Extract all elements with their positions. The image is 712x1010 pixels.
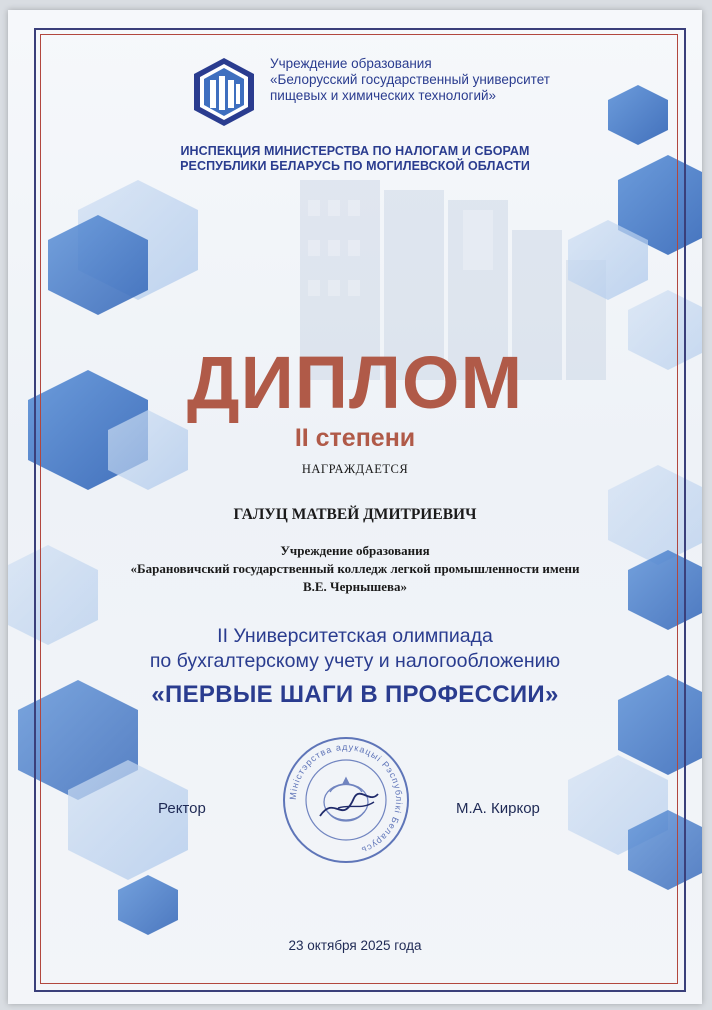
svg-text:Міністэрства адукацыі Рэспублі: Міністэрства адукацыі Рэспублікі Беларусь: [287, 741, 405, 856]
diploma-title: ДИПЛОМ: [186, 341, 524, 424]
university-line: «Белорусский государственный университет: [270, 72, 550, 87]
college-line: Учреждение образования: [280, 543, 430, 558]
university-name: [270, 56, 650, 104]
building-logo-icon: [188, 56, 260, 128]
college-name: [48, 542, 662, 596]
olympiad-title: [8, 624, 702, 674]
college-line: В.Е. Чернышева»: [302, 579, 408, 594]
state-seal-icon: [280, 734, 412, 866]
university-line: Учреждение образования: [270, 56, 432, 71]
awarded-label: НАГРАЖДАЕТСЯ: [301, 462, 409, 476]
recipient-name: ГАЛУЦ МАТВЕЙ ДМИТРИЕВИЧ: [233, 506, 477, 523]
rector-label: Ректор: [158, 800, 206, 817]
college-line: «Барановичский государственный колледж легкой промышленности имени: [130, 561, 580, 576]
issue-date: 23 октября 2025 года: [288, 938, 422, 953]
degree-label: II степени: [294, 424, 416, 452]
olympiad-line: II Университетская олимпиада: [217, 625, 493, 647]
olympiad-line: по бухгалтерскому учету и налогообложению: [149, 650, 561, 672]
tax-inspection-name: [8, 144, 702, 174]
diploma-sheet: [8, 10, 702, 1004]
inspection-line: ИНСПЕКЦИЯ МИНИСТЕРСТВА ПО НАЛОГАМ И СБОРАМ: [180, 144, 530, 158]
olympiad-slogan: «ПЕРВЫЕ ШАГИ В ПРОФЕССИИ»: [151, 681, 559, 708]
university-line: пищевых и химических технологий»: [270, 88, 497, 103]
diploma-content: [8, 10, 702, 1004]
inspection-line: РЕСПУБЛИКИ БЕЛАРУСЬ ПО МОГИЛЕВСКОЙ ОБЛАСТИ: [180, 159, 530, 173]
rector-name: М.А. Киркор: [456, 800, 540, 817]
